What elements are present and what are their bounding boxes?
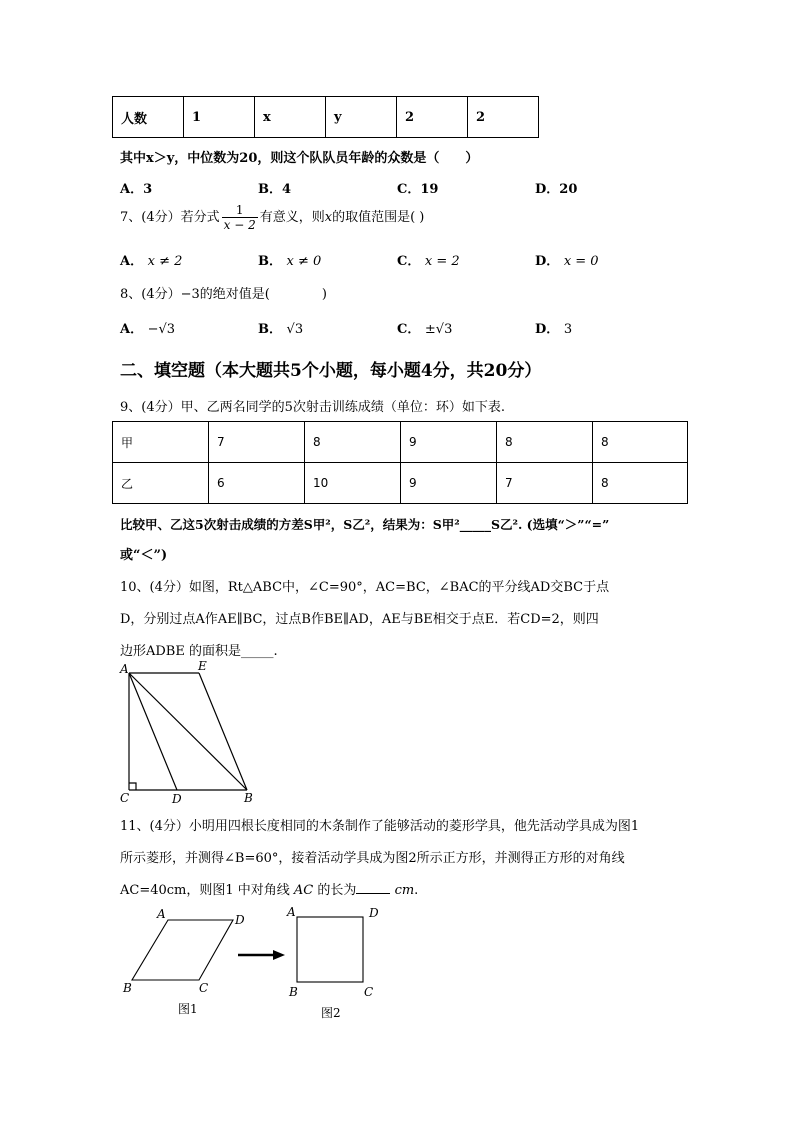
q11-line3-a: AC=40cm，则图1 中对角线	[120, 883, 290, 898]
table-cell: 10	[305, 463, 401, 504]
label-e: E	[198, 659, 207, 673]
fig2-caption: 图2	[321, 1006, 341, 1020]
table-cell: 8	[593, 463, 688, 504]
age-table	[112, 96, 539, 138]
q7-option-d[interactable]	[535, 250, 599, 269]
table-cell: 1	[184, 97, 255, 138]
label-b: B	[244, 791, 253, 805]
q11-line2: 所示菱形，并测得∠B=60°，接着活动学具成为图2所示正方形，并测得正方形的对角线	[120, 851, 625, 866]
segment-ad	[129, 673, 177, 790]
option-expr: −√3	[147, 322, 176, 337]
option-expr: √3	[286, 322, 304, 337]
table-cell: 8	[497, 422, 593, 463]
fig1-label-c: C	[199, 981, 209, 995]
question-7	[120, 203, 424, 232]
q7-option-b[interactable]	[258, 250, 321, 269]
arrow-icon	[238, 950, 285, 960]
table-cell: x	[255, 97, 326, 138]
fig1-label-d: D	[235, 913, 245, 927]
table-cell: 2	[397, 97, 468, 138]
q7-option-c[interactable]	[397, 250, 460, 269]
option-expr: x ≠ 0	[286, 254, 322, 269]
q9-line2: 或“＜”)	[120, 548, 168, 563]
table-cell: 9	[401, 463, 497, 504]
square	[297, 917, 363, 982]
option-expr: x = 2	[424, 254, 460, 269]
q11-line3-d: cm	[394, 883, 415, 898]
fig1-label-b: B	[123, 981, 132, 995]
table-cell: 甲	[113, 422, 209, 463]
question-8-text: 8、(4分）−3的绝对值是( )	[120, 287, 327, 302]
table-cell: 6	[209, 463, 305, 504]
option-label: C．	[397, 322, 421, 337]
question-6-text: 其中x＞y，中位数为20，则这个队队员年龄的众数是（ ）	[120, 151, 479, 166]
fig2-label-d: D	[369, 906, 379, 920]
segment-ab	[129, 673, 247, 790]
q7-fraction	[222, 203, 258, 232]
option-label: D．	[535, 254, 560, 269]
q7-suffix: 有意义，则	[259, 210, 325, 225]
q10-line1: 10、(4分）如图，Rt△ABC中，∠C=90°，AC=BC，∠BAC的平分线AD交BC于点	[120, 580, 610, 595]
label-c: C	[120, 791, 130, 805]
q8-option-d[interactable]	[535, 318, 572, 337]
q8-option-a[interactable]	[120, 318, 175, 337]
q10-figure	[112, 655, 272, 805]
q6-option-d[interactable]: D．20	[535, 182, 578, 197]
score-table	[112, 421, 688, 504]
section-title: 二、填空题（本大题共5个小题，每小题4分，共20分）	[120, 361, 542, 381]
table-cell: 乙	[113, 463, 209, 504]
table-cell: 人数	[113, 97, 184, 138]
table-cell: 2	[468, 97, 539, 138]
q7-suffix2: 的取值范围是( )	[332, 210, 425, 225]
q11-line3-b: AC	[293, 883, 314, 898]
table-cell: 7	[497, 463, 593, 504]
option-label: A．	[120, 254, 144, 269]
q6-option-c[interactable]: C．19	[397, 182, 439, 197]
table-cell: 8	[305, 422, 401, 463]
label-d: D	[172, 792, 182, 805]
q7-var: x	[324, 210, 333, 225]
fig2-label-b: B	[289, 985, 298, 999]
q8-option-b[interactable]	[258, 318, 303, 337]
table-cell: 9	[401, 422, 497, 463]
question-9-text: 9、(4分）甲、乙两名同学的5次射击训练成绩（单位：环）如下表.	[120, 400, 506, 415]
option-label: C．	[397, 254, 421, 269]
right-angle-mark	[129, 783, 136, 790]
option-expr: x = 0	[563, 254, 599, 269]
table-row	[113, 463, 688, 504]
q7-denominator: x − 2	[223, 218, 256, 232]
option-expr: ±√3	[424, 322, 453, 337]
table-row	[113, 422, 688, 463]
table-row	[113, 97, 539, 138]
table-cell: y	[326, 97, 397, 138]
q10-line2: D，分别过点A作AE∥BC，过点B作BE∥AD，AE与BE相交于点E．若CD=2，则四	[120, 612, 599, 627]
option-label: D．	[535, 322, 560, 337]
q11-line1: 11、(4分）小明用四根长度相同的木条制作了能够活动的菱形学具，他先活动学具成为图1	[120, 819, 640, 834]
q11-line3: AC=40cm，则图1 中对角线 AC 的长为 cm.	[120, 883, 419, 898]
rhombus	[132, 920, 233, 980]
q6-option-b[interactable]: B．4	[258, 182, 292, 197]
option-label: A．	[120, 322, 144, 337]
q7-option-a[interactable]	[120, 250, 182, 269]
option-expr: x ≠ 2	[147, 254, 183, 269]
q9-line1: 比较甲、乙这5次射击成绩的方差S甲²，S乙²，结果为：S甲²_____S乙². (选填“＞”“=”	[120, 517, 610, 532]
q10-line3: 边形ADBE 的面积是_____.	[120, 644, 278, 659]
q11-figures	[115, 900, 395, 1030]
q7-prefix: 7、(4分）若分式	[120, 210, 220, 225]
q6-option-a[interactable]: A．3	[120, 182, 153, 197]
fig1-label-a: A	[157, 907, 166, 921]
q8-option-c[interactable]	[397, 318, 452, 337]
label-a: A	[120, 662, 129, 676]
table-cell: 8	[593, 422, 688, 463]
fig2-label-a: A	[287, 905, 296, 919]
fig2-label-c: C	[364, 985, 374, 999]
fig1-caption: 图1	[178, 1002, 198, 1016]
option-label: B．	[258, 322, 282, 337]
q7-numerator: 1	[222, 203, 258, 218]
table-cell: 7	[209, 422, 305, 463]
segment-eb	[199, 673, 247, 790]
q11-line3-c: 的长为	[317, 883, 357, 898]
option-label: B．	[258, 254, 282, 269]
option-expr: 3	[563, 322, 573, 337]
answer-blank	[356, 881, 390, 894]
